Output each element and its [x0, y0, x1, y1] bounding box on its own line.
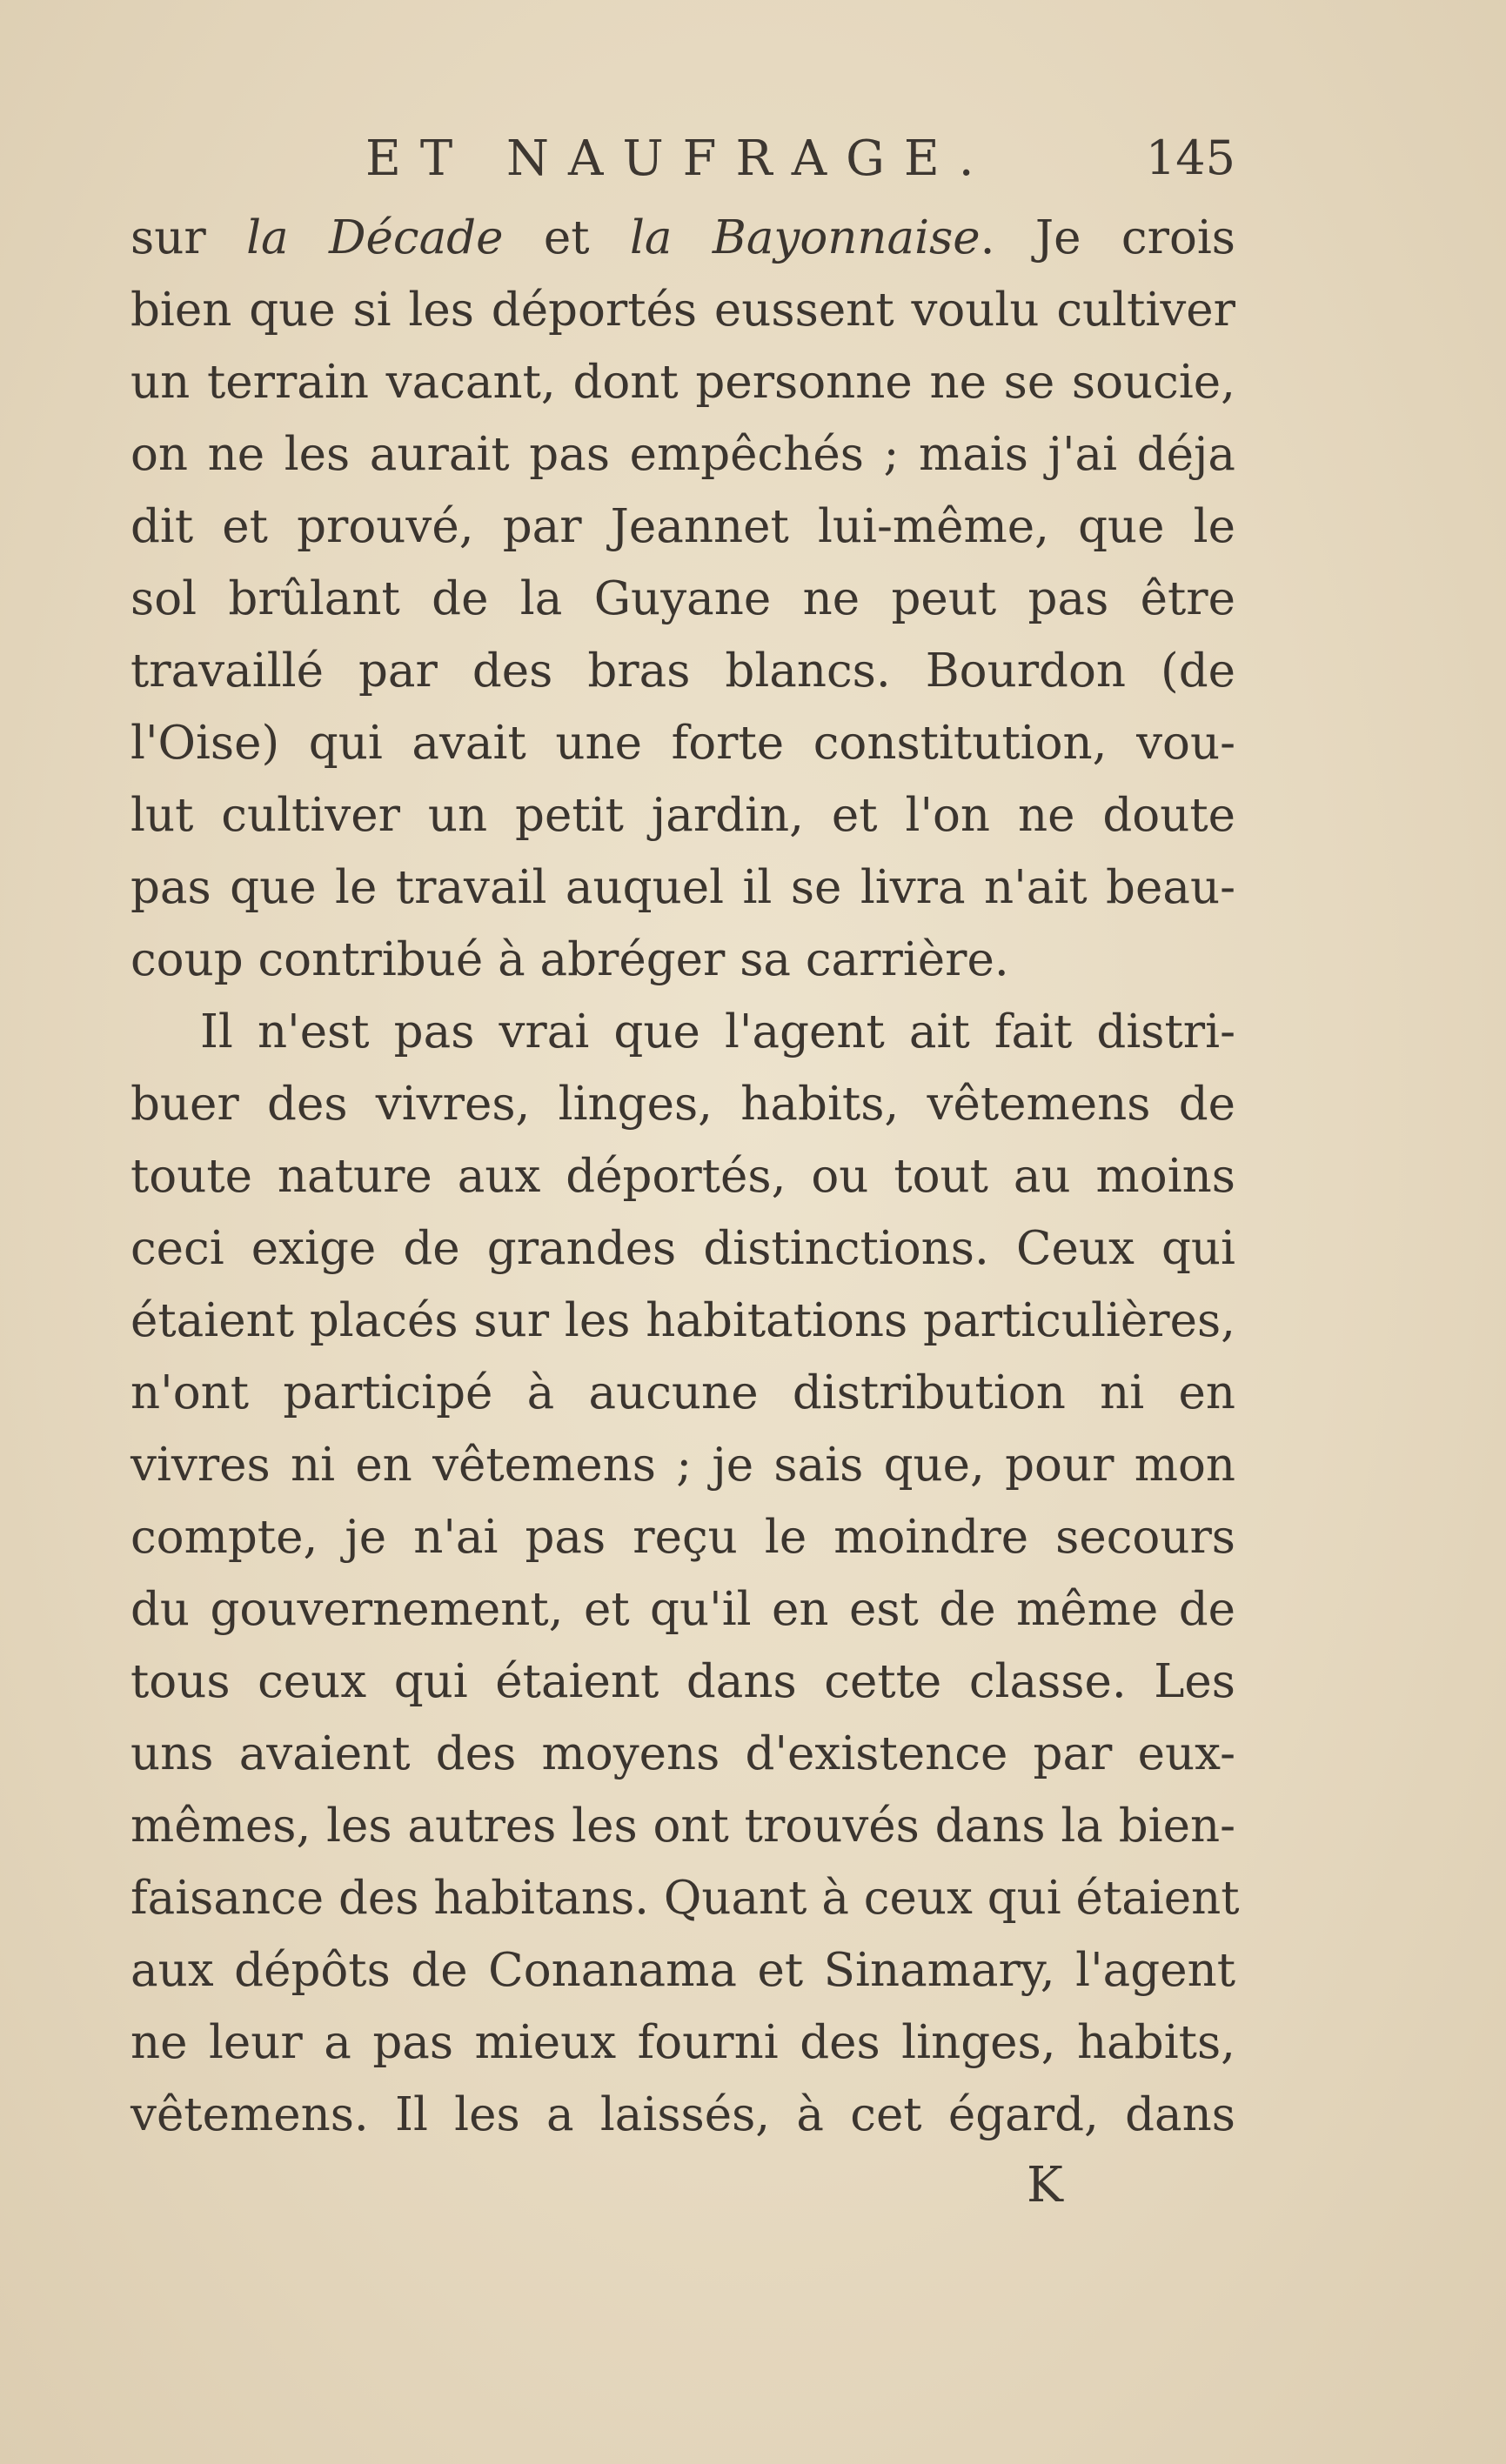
text-fragment: sur: [131, 211, 247, 264]
text-line: [131, 202, 1235, 274]
text-line: n'ont participé à aucune distribution ni en: [131, 1366, 1235, 1419]
text-line: tous ceux qui étaient dans cette classe. Les: [131, 1655, 1235, 1708]
text-line: toute nature aux déportés, ou tout au moins: [131, 1150, 1235, 1203]
text-line: coup contribué à abréger sa carrière.: [131, 933, 1009, 986]
text-line: étaient placés sur les habitations particulières,: [131, 1294, 1235, 1347]
text-fragment: . Je crois: [980, 211, 1236, 264]
text-line: sol brûlant de la Guyane ne peut pas être: [131, 572, 1235, 625]
text-line: vêtemens. Il les a laissés, à cet égard, dans: [131, 2088, 1235, 2141]
text-line: bien que si les déportés eussent voulu cultiver: [131, 284, 1235, 337]
text-line: ceci exige de grandes distinctions. Ceux qui: [131, 1222, 1235, 1275]
text-line: l'Oise) qui avait une forte constitution, vou-: [131, 717, 1235, 770]
text-line: aux dépôts de Conanama et Sinamary, l'agent: [131, 1944, 1235, 1997]
text-line: du gouvernement, et qu'il en est de même de: [131, 1583, 1235, 1636]
text-line: Il n'est pas vrai que l'agent ait fait distri-: [200, 1005, 1235, 1058]
signature-mark: K: [1027, 2157, 1063, 2214]
text-line: buer des vivres, linges, habits, vêtemens de: [131, 1078, 1235, 1131]
text-line: vivres ni en vêtemens ; je sais que, pour mon: [131, 1439, 1235, 1492]
ship-name-decade: la Décade: [246, 211, 504, 264]
text-line: on ne les aurait pas empêchés ; mais j'ai déja: [131, 428, 1235, 481]
ship-name-bayonnaise: la Bayonnaise: [629, 211, 981, 264]
page-header: [131, 130, 1235, 200]
text-line: faisance des habitans. Quant à ceux qui étaient: [131, 1872, 1240, 1925]
text-line: un terrain vacant, dont personne ne se soucie,: [131, 356, 1235, 409]
text-line: mêmes, les autres les ont trouvés dans la bien-: [131, 1800, 1235, 1853]
text-line: compte, je n'ai pas reçu le moindre secours: [131, 1511, 1235, 1564]
text-line: dit et prouvé, par Jeannet lui-même, que le: [131, 500, 1235, 553]
text-line: pas que le travail auquel il se livra n'ait beau-: [131, 861, 1235, 914]
text-line: lut cultiver un petit jardin, et l'on ne doute: [131, 789, 1235, 842]
text-fragment: et: [503, 211, 630, 264]
text-line: uns avaient des moyens d'existence par eux-: [131, 1727, 1235, 1780]
text-line: ne leur a pas mieux fourni des linges, habits,: [131, 2016, 1235, 2069]
text-line: travaillé par des bras blancs. Bourdon (de: [131, 644, 1235, 698]
body-text: [131, 202, 1240, 2151]
page-number: 145: [1145, 130, 1235, 185]
running-title: ET NAUFRAGE.: [365, 130, 994, 187]
